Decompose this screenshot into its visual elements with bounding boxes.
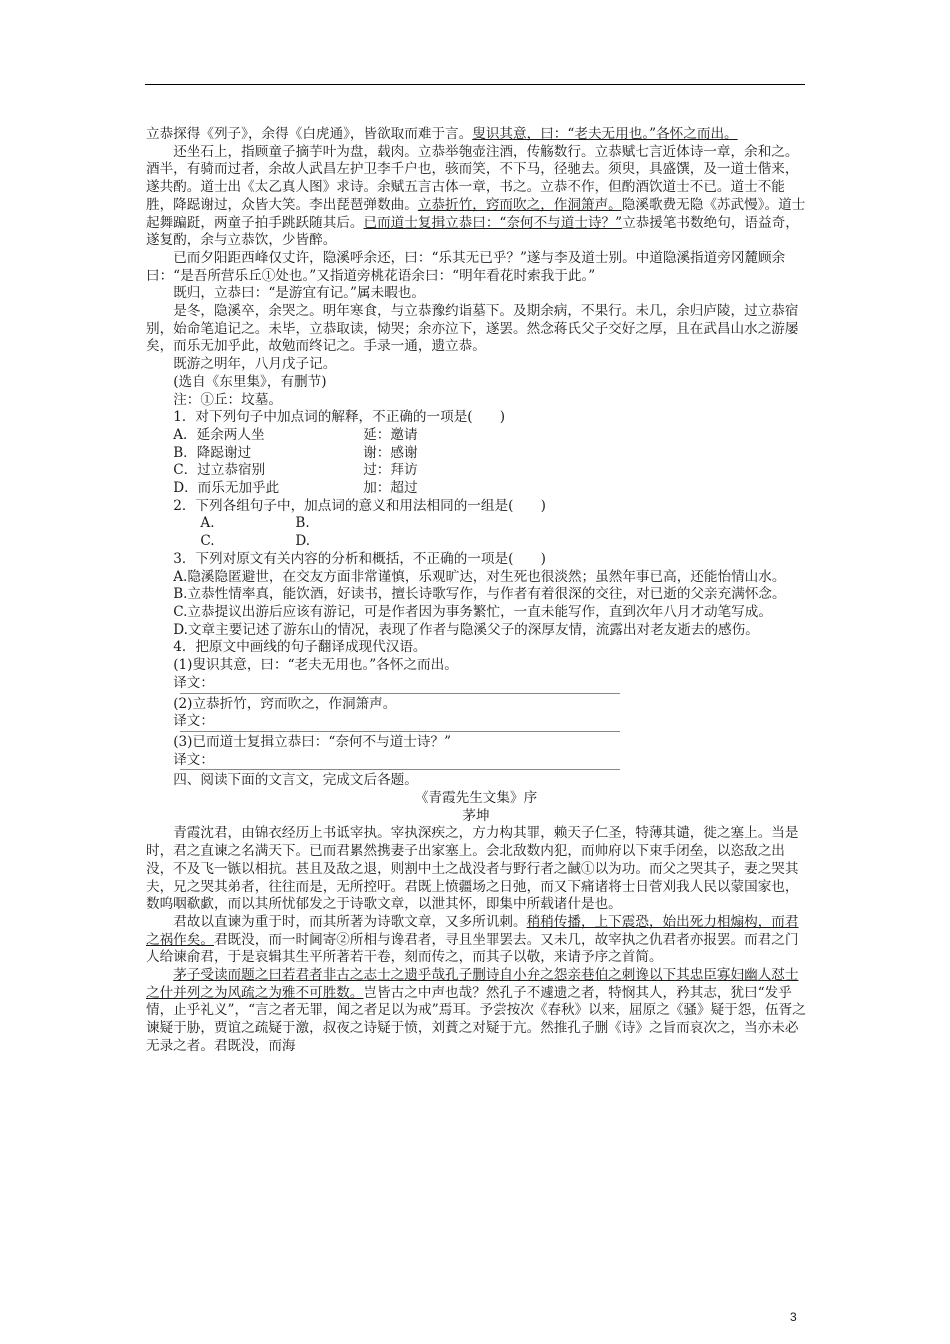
option-gloss: 谢：感谢: [363, 444, 418, 461]
source-note: (选自《东里集》，有删节): [173, 373, 327, 390]
q1-option-b: [146, 445, 806, 463]
essay-paragraph-1: 青霞沈君，由锦衣经历上书诋宰执。宰执深疾之，方力构其罪，赖天子仁圣，特薄其谴，徙之塞上。当是时，君之直谏之名满天下。已而君累然携妻子出家塞上。会北敌数内犯，而帅府以下束手闭垒，以恣敌之出没，不及飞一镞以相抗。甚且及敌之退，则割中土之战没者与野行者之馘①以为功。而父之哭其子，妻之哭其夫，兄之哭其弟者，往往而是，无所控吁。君既上愤疆场之日弛，而又下痛诸将士日菅刈我人民以蒙国家也，数呜咽欷歔，而以其所忧郁发之于诗歌文章，以泄其怀，即集中所载诸什是也。: [146, 825, 799, 913]
option-sentence: A．延余两人坐: [173, 426, 265, 443]
question-3: 3．下列对原文有关内容的分析和概括，不正确的一项是( ): [173, 550, 546, 567]
option-label: D.: [295, 533, 311, 550]
page-number: 3: [790, 1310, 797, 1324]
translation-label-1: 译文：: [173, 674, 214, 691]
q3-option-d: D.文章主要记述了游东山的情况，表现了作者与隐溪父子的深厚友情，流露出对老友逝去的感伤。: [173, 621, 759, 638]
option-label: C.: [200, 533, 215, 550]
q3-option-a: A.隐溪隐匿避世，在交友方面非常谨慎，乐观旷达，对生死也很淡然；虽然年事已高，还能怡情山水。: [173, 568, 786, 585]
document-body: [146, 126, 806, 1056]
underlined-sentence-1: 叟识其意，曰：“老夫无用也。”各怀之而出。: [472, 126, 738, 142]
paragraph-4: 既归，立恭曰：“是游宜有记。”属未暇也。: [173, 285, 425, 302]
text-segment: 君既没，而一时阃寄②所相与谗君者，寻且坐罪罢去。又未几，故宰执之仇君者亦报罢。而君之门人给谏俞君，于是哀辑其生平所著若干卷，刻而传之，而其子以敬，来请予序之首简。: [146, 931, 799, 966]
essay-title: 《青霞先生文集》序: [414, 790, 538, 807]
option-label: A.: [200, 515, 215, 532]
underlined-sentence: 茅子受读而题之曰若君者非古之志士之遗乎哉孔子删诗自小弁之怨亲巷伯之刺谗以下其忠臣寡妇幽人怼士之什并列之为风疏之为雅不可胜数。: [146, 967, 799, 1001]
q1-option-a: [146, 427, 806, 445]
text-segment: 君故以直谏为重于时，而其所著为诗歌文章，又多所讥刺。: [173, 913, 527, 930]
essay-paragraph-2: [146, 914, 806, 967]
footnote: 注：①丘：坟墓。: [173, 391, 282, 408]
q3-option-c: C.立恭提议出游后应该有游记，可是作者因为事务繁忙，一直未能写作，直到次年八月才动笔写成。: [173, 603, 772, 620]
q2-options-ab: [146, 515, 806, 533]
q4-sentence-3: (3)已而道士复揖立恭曰：“奈何不与道士诗？”: [173, 733, 452, 750]
option-gloss: 延：邀请: [363, 426, 418, 443]
paragraph-1: [146, 126, 806, 144]
answer-line: [180, 731, 620, 732]
section-4-heading: 四、阅读下面的文言文，完成文后各题。: [173, 772, 418, 789]
paragraph-3: 已而夕阳距西峰仅丈许，隐溪呼余还，曰：“乐其无已乎？”遂与李及道士别。中道隐溪指道旁冈麓顾余曰：“是吾所营乐丘①处也。”又指道旁桃花语余曰：“明年看花时索我于此。”: [146, 249, 786, 284]
text-segment: 还坐石上，指顾童子摘芋叶为盘，载肉。立恭举匏壶注酒，传觞数行。立恭赋七言近体诗一章，余和之。酒半，有骑而过者，余故人武昌左护卫李千户也，骇而笑，不下马，径驰去。须臾，具盛馔，及一道士偕来，遂共酌。道士出《太乙真人图》求诗。余赋五言古体一章，书之。立恭不作，但酌酒饮道士不已。道士不能胜，降跽谢过，众皆大笑。李出琵琶弹数曲。: [146, 143, 799, 213]
text-segment: 岂皆古之中声也哉？然孔子不遽遗之者，特悯其人，矜其志，犹曰“发乎情，止乎礼义”，“言之者无罪，闻之者足以为戒”焉耳。予尝按次《春秋》以来，屈原之《骚》疑于怨，伍胥之谏疑于胁，贾谊之疏疑于激，叔夜之诗疑于愤，刘蕡之对疑于亢。然推孔子删《诗》之旨而哀次之，当亦未必无录之者。君既没，而海: [146, 984, 806, 1054]
essay-paragraph-3: [146, 967, 806, 1056]
question-2: 2．下列各组句子中，加点词的意义和用法相同的一组是( ): [173, 497, 546, 514]
option-sentence: D．而乐无加乎此: [173, 480, 280, 497]
option-label: B.: [295, 515, 310, 532]
answer-line: [180, 693, 620, 694]
translation-label-3: 译文：: [173, 751, 214, 768]
underlined-sentence-2: 立恭折竹，窍而吹之，作洞箫声。: [417, 196, 622, 213]
text-segment: 立恭援笔书数绝句，语益奇，遂复酌，余与立恭饮，少皆醉。: [146, 214, 799, 249]
q3-option-b: B.立恭性情率真，能饮酒，好读书，擅长诗歌写作，与作者有着很深的交往，对已逝的父亲充满怀念。: [173, 586, 786, 603]
q1-option-d: [146, 480, 806, 498]
q1-option-c: [146, 462, 806, 480]
option-sentence: B．降跽谢过: [173, 444, 252, 461]
q2-options-cd: [146, 533, 806, 551]
text-segment: 立恭探得《列子》，余得《白虎通》，皆欲取而难于言。: [146, 126, 473, 142]
underlined-sentence-3: 已而道士复揖立恭曰：“奈何不与道士诗？”: [363, 214, 623, 231]
option-gloss: 加：超过: [363, 480, 418, 497]
essay-author: 茅坤: [462, 807, 490, 824]
text-segment: 隐溪歌费无隐《苏武慢》。道士起舞蹁跹，两童子拍手跳跃随其后。: [146, 196, 806, 231]
paragraph-5: 是冬，隐溪卒，余哭之。明年寒食，与立恭豫约诣墓下。及期余病，不果行。未几，余归庐陵，过立恭宿别，始命笔追记之。未毕，立恭取读，恸哭；余亦泣下，遂罢。然念蒋氏父子交好之厚，且在武昌山水之游屡矣，而乐无加乎此，故勉而终记之。手录一通，遗立恭。: [146, 303, 799, 355]
paragraph-6: 既游之明年，八月戊子记。: [173, 356, 337, 373]
option-sentence: C．过立恭宿别: [173, 462, 266, 479]
option-gloss: 过：拜访: [363, 462, 418, 479]
q4-sentence-1: (1)叟识其意，曰：“老夫无用也。”各怀之而出。: [173, 657, 458, 674]
paragraph-2: [146, 144, 806, 250]
underlined-sentence: 稍稍传播，上下震恐，始出死力相煽构，而君之祸作矣。: [146, 913, 799, 948]
question-4: 4．把原文中画线的句子翻译成现代汉语。: [173, 639, 427, 656]
answer-line: [180, 769, 620, 770]
question-1: 1．对下列句子中加点词的解释，不正确的一项是( ): [173, 409, 506, 426]
translation-label-2: 译文：: [173, 713, 214, 730]
q4-sentence-2: (2)立恭折竹，窍而吹之，作洞箫声。: [173, 695, 397, 712]
header-rule: [145, 84, 805, 85]
